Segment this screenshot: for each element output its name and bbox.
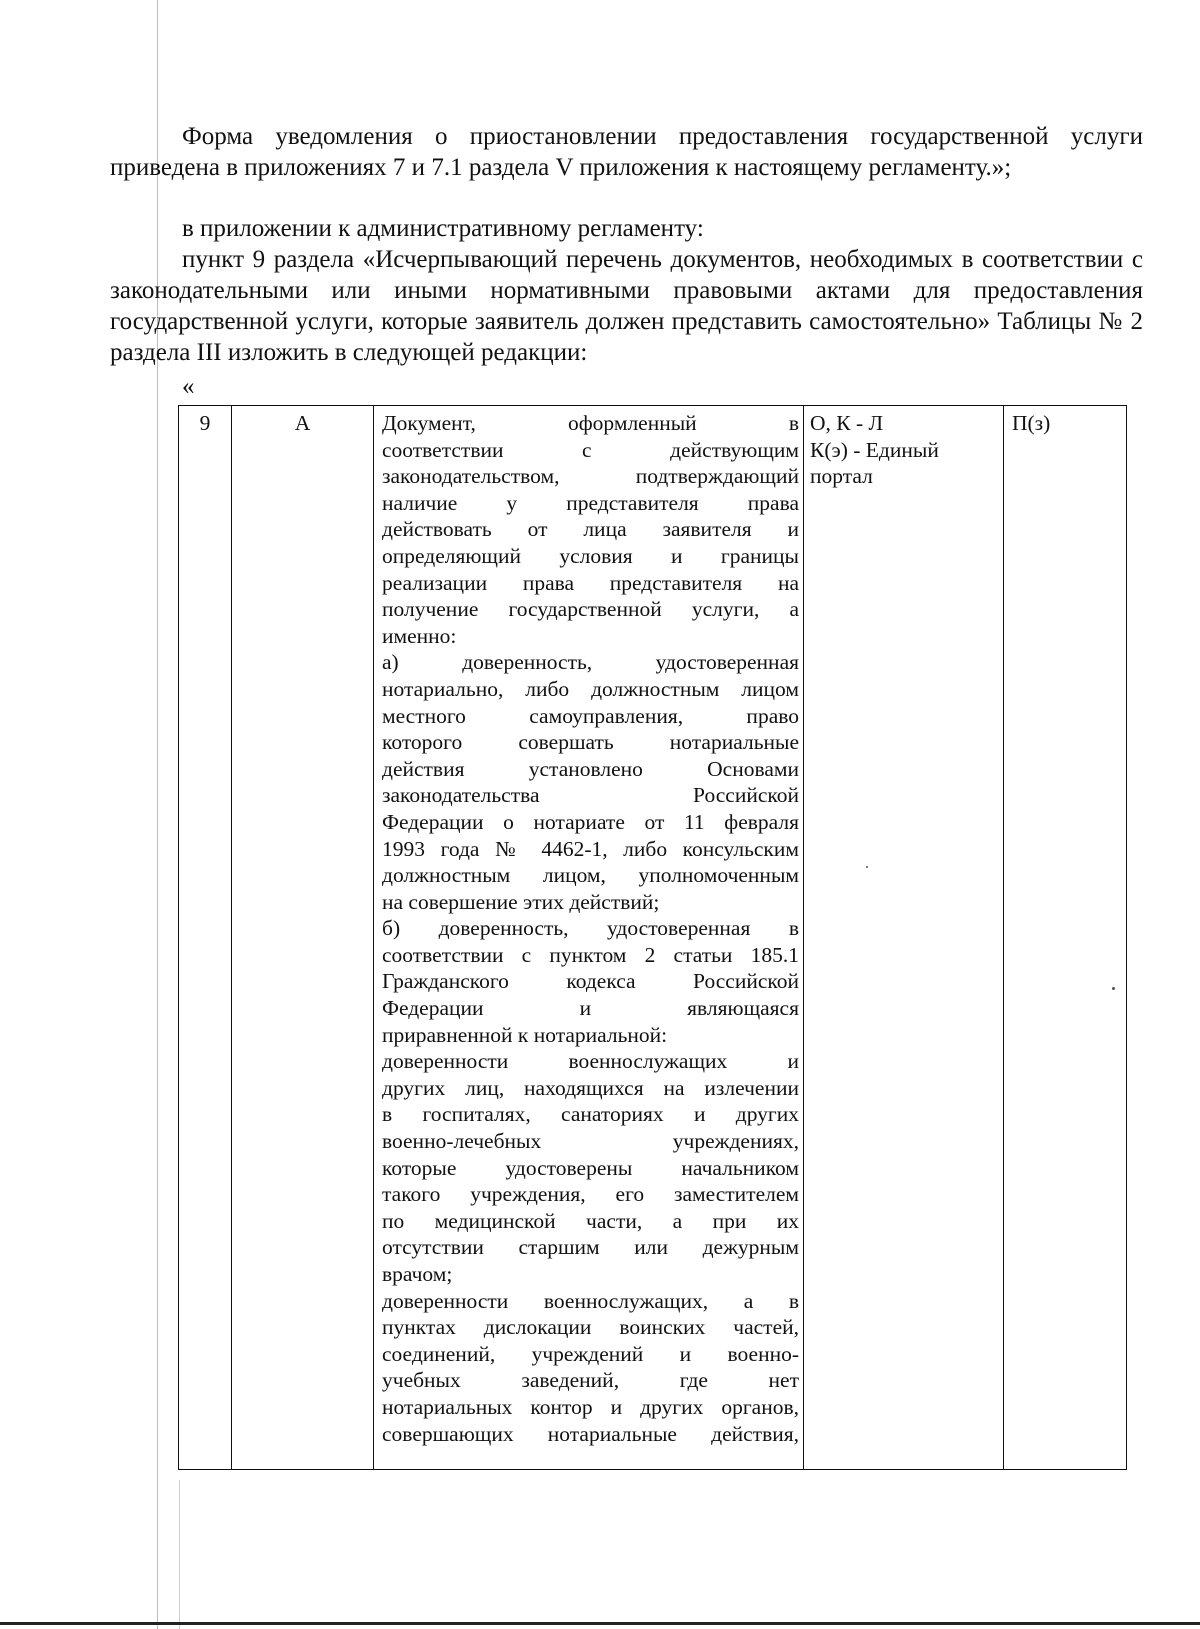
row-description-line: которого совершать нотариальные — [382, 730, 799, 755]
intro-paragraph-appendix: в приложении к административному регламенту: — [182, 215, 704, 242]
row-description-line: наличие у представителя права — [382, 490, 799, 515]
row-description-line: Федерации и являющаяся — [382, 996, 799, 1021]
row-forms-line: портал — [810, 464, 873, 489]
row-description-line: соответствии с действующим — [382, 437, 799, 462]
row-description-line: на совершение этих действий; — [382, 889, 660, 914]
row-note-cell — [1004, 406, 1127, 1470]
row-description-line: Федерации о нотариате от 11 февраля — [382, 809, 799, 834]
row-description-line: б) доверенность, удостоверенная в — [382, 916, 799, 941]
row-description-line: действовать от лица заявителя и — [382, 517, 799, 542]
intro-paragraph-form-notice: Форма уведомления о приостановлении предоставления государственной услуги приведена в приложениях 7 и 7.1 раздела V приложения к настоящему регламенту.»; — [110, 123, 1143, 181]
row-description-line: отсутствии старшим или дежурным — [382, 1235, 799, 1260]
row-note: П(з) — [1012, 411, 1051, 435]
table-row — [179, 406, 1127, 1470]
row-description — [382, 410, 799, 1447]
row-description-line: реализации права представителя на — [382, 570, 799, 595]
row-description-line: военно-лечебных учреждениях, — [382, 1129, 799, 1154]
row-description-line: действия установлено Основами — [382, 756, 799, 781]
row-description-line: приравненной к нотариальной: — [382, 1022, 668, 1047]
row-description-line: определяющий условия и границы — [382, 543, 799, 568]
row-description-line: совершающих нотариальные действия, — [382, 1421, 799, 1446]
row-description-line: законодательства Российской — [382, 783, 799, 808]
row-description-line: Документ, оформленный в — [382, 411, 799, 435]
row-description-line: которые удостоверены начальником — [382, 1155, 799, 1180]
row-description-line: 1993 года № 4462-1, либо консульским — [382, 836, 799, 861]
row-description-line: других лиц, находящихся на излечении — [382, 1075, 799, 1100]
intro-paragraph-item-9: пункт 9 раздела «Исчерпывающий перечень документов, необходимых в соответствии с законодательными или иными нормативными правовыми актами для предоставления государственной услуги, которые заявитель должен представить самостоятельно» Таблицы № 2 раздела III изложить в следующей редакции: — [110, 246, 1143, 366]
row-description-line: в госпиталях, санаториях и других — [382, 1102, 799, 1127]
row-description-line: законодательством, подтверждающий — [382, 464, 799, 489]
row-description-line: по медицинской части, а при их — [382, 1208, 799, 1233]
row-description-line: Гражданского кодекса Российской — [382, 969, 799, 994]
opening-quote-mark: « — [182, 373, 195, 400]
row-description-line: учебных заведений, где нет — [382, 1368, 799, 1393]
row-description-line: соединений, учреждений и военно- — [382, 1341, 799, 1366]
row-description-line: соответствии с пунктом 2 статьи 185.1 — [382, 942, 799, 967]
page-bottom-edge — [0, 1622, 1200, 1625]
row-description-line: такого учреждения, его заместителем — [382, 1182, 799, 1207]
documents-table — [178, 405, 1127, 1470]
row-category-cell — [232, 406, 374, 1470]
row-forms-line: К(э) - Единый — [810, 437, 939, 462]
scan-margin-line-lower — [179, 1480, 180, 1629]
row-description-line: должностным лицом, уполномоченным — [382, 863, 799, 888]
row-description-cell — [374, 406, 804, 1470]
row-description-line: а) доверенность, удостоверенная — [382, 650, 799, 675]
row-description-line: нотариально, либо должностным лицом — [382, 676, 799, 701]
row-number: 9 — [199, 411, 211, 435]
row-description-line: получение государственной услуги, а — [382, 597, 799, 622]
row-description-line: доверенности военнослужащих, а в — [382, 1288, 799, 1313]
row-description-line: пунктах дислокации воинских частей, — [382, 1315, 799, 1340]
row-description-line: нотариальных контор и других органов, — [382, 1394, 799, 1419]
row-description-line: доверенности военнослужащих и — [382, 1049, 799, 1074]
row-forms-cell — [804, 406, 1004, 1470]
row-description-line: местного самоуправления, право — [382, 703, 799, 728]
row-number-cell — [179, 406, 232, 1470]
row-category: А — [294, 411, 311, 435]
row-description-line: врачом; — [382, 1262, 453, 1286]
row-forms-line: О, К - Л — [810, 411, 884, 435]
row-description-line: именно: — [382, 623, 457, 648]
